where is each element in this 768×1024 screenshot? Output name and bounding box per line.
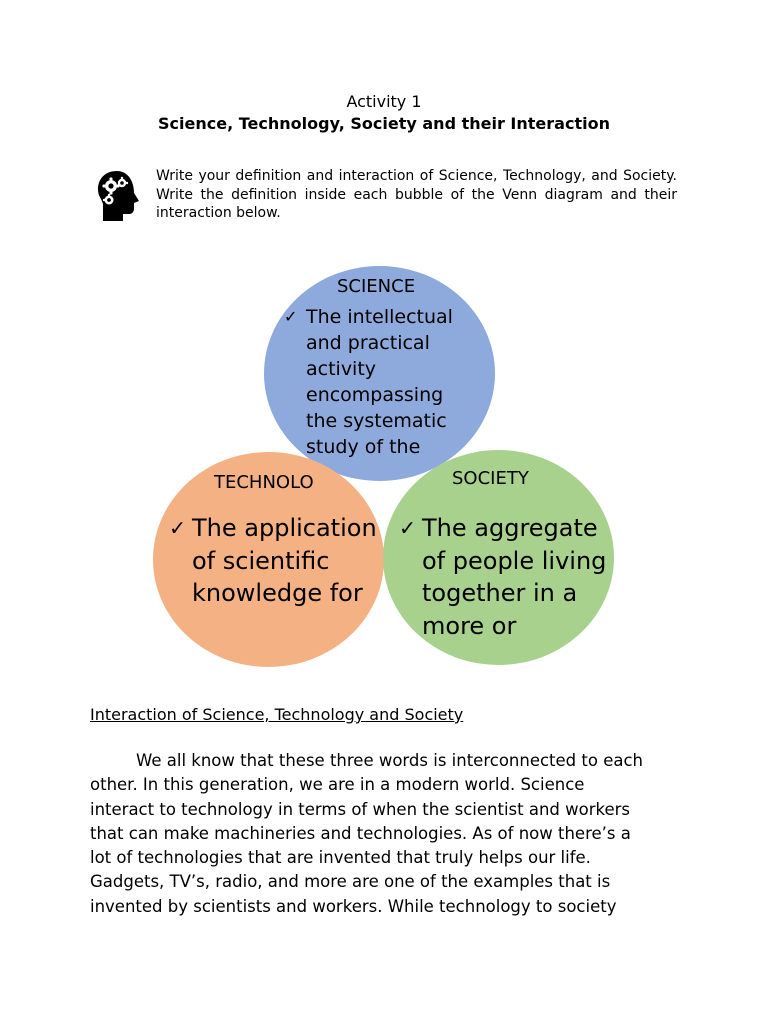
instructions-text: Write your definition and interaction of Science, Technology, and Society. Write the definition inside each bubble of the Venn diagram and their interaction below. (156, 168, 677, 221)
head-gears-icon (96, 170, 140, 222)
interaction-line: that can make machineries and technologies. As of now there’s a (90, 823, 631, 843)
interaction-line: invented by scientists and workers. While technology to society (90, 896, 617, 916)
society-heading: SOCIETY (452, 468, 529, 489)
activity-label: Activity 1 (346, 92, 422, 111)
technology-definition-text: The application of scientific knowledge for (192, 514, 377, 607)
society-definition-text: The aggregate of people living together in a more or (422, 514, 607, 640)
checkmark-icon: ✓ (399, 516, 417, 540)
interaction-heading: Interaction of Science, Technology and Society (90, 705, 464, 724)
technology-heading: TECHNOLO (214, 472, 314, 493)
interaction-line: other. In this generation, we are in a modern world. Science (90, 775, 585, 795)
science-definition (284, 304, 474, 458)
interaction-line: interact to technology in terms of when the scientist and workers (90, 799, 630, 819)
checkmark-icon: ✓ (169, 516, 187, 540)
technology-definition (169, 512, 381, 645)
interaction-line: lot of technologies that are invented that truly helps our life. (90, 848, 591, 868)
society-bubble (383, 450, 614, 665)
activity-title: Science, Technology, Society and their Interaction (158, 114, 610, 133)
interaction-line: We all know that these three words is interconnected to each (136, 751, 643, 770)
science-bubble (264, 266, 495, 481)
science-heading: SCIENCE (337, 276, 416, 297)
society-definition (399, 512, 614, 640)
science-definition-text: The intellectual and practical activity encompassing the systematic study of the (306, 306, 453, 458)
interaction-body (90, 749, 690, 919)
checkmark-icon: ✓ (284, 307, 298, 326)
interaction-line: Gadgets, TV’s, radio, and more are one of the examples that is (90, 872, 611, 892)
technology-bubble (153, 452, 384, 667)
